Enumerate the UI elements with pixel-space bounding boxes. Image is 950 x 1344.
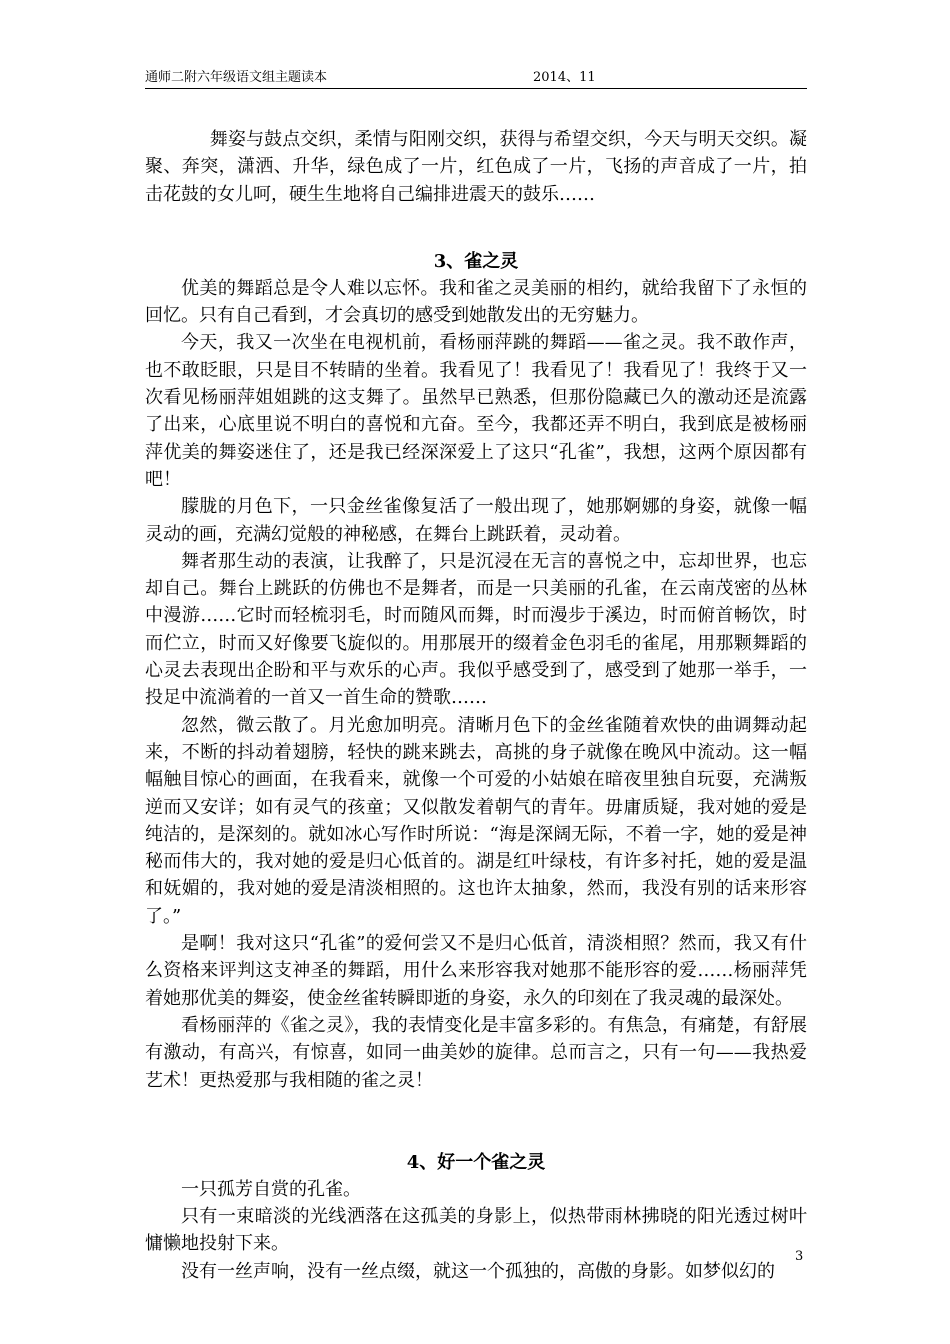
section-4-paragraph: 只有一束暗淡的光线洒落在这孤美的身影上，似热带雨林拂晓的阳光透过树叶慵懒地投射下来。: [145, 1206, 807, 1255]
header-rule: [145, 88, 807, 89]
header-date: 2014、11: [533, 70, 596, 85]
section-3-paragraph: 忽然，微云散了。月光愈加明亮。清晰月色下的金丝雀随着欢快的曲调舞动起来，不断的抖动着翅膀，轻快的跳来跳去，高挑的身子就像在晚风中流动。这一幅幅触目惊心的画面，在我看来，就像一个可爱的小姑娘在暗夜里独自玩耍，充满叛逆而又安详；如有灵气的孩童；又似散发着朝气的青年。毋庸质疑，我对她的爱是纯洁的，是深刻的。就如冰心写作时所说：“海是深阔无际，不着一字，她的爱是神秘而伟大的，我对她的爱是归心低首的。湖是红叶绿枝，有许多衬托，她的爱是温和妩媚的，我对她的爱是清淡相照的。这也许太抽象，然而，我没有别的话来形容了。”: [145, 714, 807, 927]
header-title: 通师二附六年级语文组主题读本: [145, 70, 328, 85]
page-number: 3: [795, 1249, 804, 1264]
page-header: [145, 69, 805, 87]
section-3-paragraph: 看杨丽萍的《雀之灵》，我的表情变化是丰富多彩的。有焦急，有痛楚，有舒展有激动，有高兴，有惊喜，如同一曲美妙的旋律。总而言之，只有一句——我热爱艺术！更热爱那与我相随的雀之灵！: [145, 1014, 807, 1091]
section-3-title: 3、雀之灵: [433, 250, 519, 272]
section-4-paragraph: 一只孤芳自赏的孔雀。: [181, 1178, 361, 1200]
section-3-paragraph: 优美的舞蹈总是令人难以忘怀。我和雀之灵美丽的相约，就给我留下了永恒的回忆。只有自己看到，才会真切的感受到她散发出的无穷魅力。: [145, 277, 807, 327]
section-3-paragraph: 是啊！我对这只“孔雀”的爱何尝又不是归心低首，清淡相照？然而，我又有什么资格来评判这支神圣的舞蹈，用什么来形容我对她那不能形容的爱……杨丽萍凭着她那优美的舞姿，使金丝雀转瞬即逝的身姿，永久的印刻在了我灵魂的最深处。: [145, 933, 807, 1009]
page-body: [145, 126, 807, 1285]
section-4-paragraph: 没有一丝声响，没有一丝点缀，就这一个孤独的，高傲的身影。如梦似幻的: [181, 1260, 775, 1282]
section-3-paragraph: 今天，我又一次坐在电视机前，看杨丽萍跳的舞蹈——雀之灵。我不敢作声，也不敢眨眼，只是目不转睛的坐着。我看见了！我看见了！我看见了！我终于又一次看见杨丽萍姐姐跳的这支舞了。虽然早已熟悉，但那份隐藏已久的激动还是流露了出来，心底里说不明白的喜悦和亢奋。至今，我都还弄不明白，我到底是被杨丽萍优美的舞姿迷住了，还是我已经深深爱上了这只“孔雀”，我想，这两个原因都有吧！: [145, 332, 807, 490]
section-3-paragraph: 朦胧的月色下，一只金丝雀像复活了一般出现了，她那婀娜的身姿，就像一幅灵动的画，充满幻觉般的神秘感，在舞台上跳跃着，灵动着。: [145, 496, 807, 545]
section-4-title: 4、好一个雀之灵: [406, 1151, 546, 1173]
intro-paragraph: 舞姿与鼓点交织，柔情与阳刚交织，获得与希望交织，今天与明天交织。凝聚、奔突，潇洒、升华，绿色成了一片，红色成了一片，飞扬的声音成了一片，拍击花鼓的女儿呵，硬生生地将自己编排进震天的鼓乐……: [145, 129, 807, 205]
section-gap: [145, 1094, 807, 1149]
section-3-paragraph: 舞者那生动的表演，让我醉了，只是沉浸在无言的喜悦之中，忘却世界，也忘却自己。舞台上跳跃的仿佛也不是舞者，而是一只美丽的孔雀，在云南茂密的丛林中漫游……它时而轻梳羽毛，时而随风而舞，时而漫步于溪边，时而俯首畅饮，时而伫立，时而又好像要飞旋似的。用那展开的缀着金色羽毛的雀尾，用那颗舞蹈的心灵去表现出企盼和平与欢乐的心声。我似乎感受到了，感受到了她那一举手，一投足中流淌着的一首又一首生命的赞歌……: [145, 550, 807, 709]
section-gap: [145, 208, 807, 248]
